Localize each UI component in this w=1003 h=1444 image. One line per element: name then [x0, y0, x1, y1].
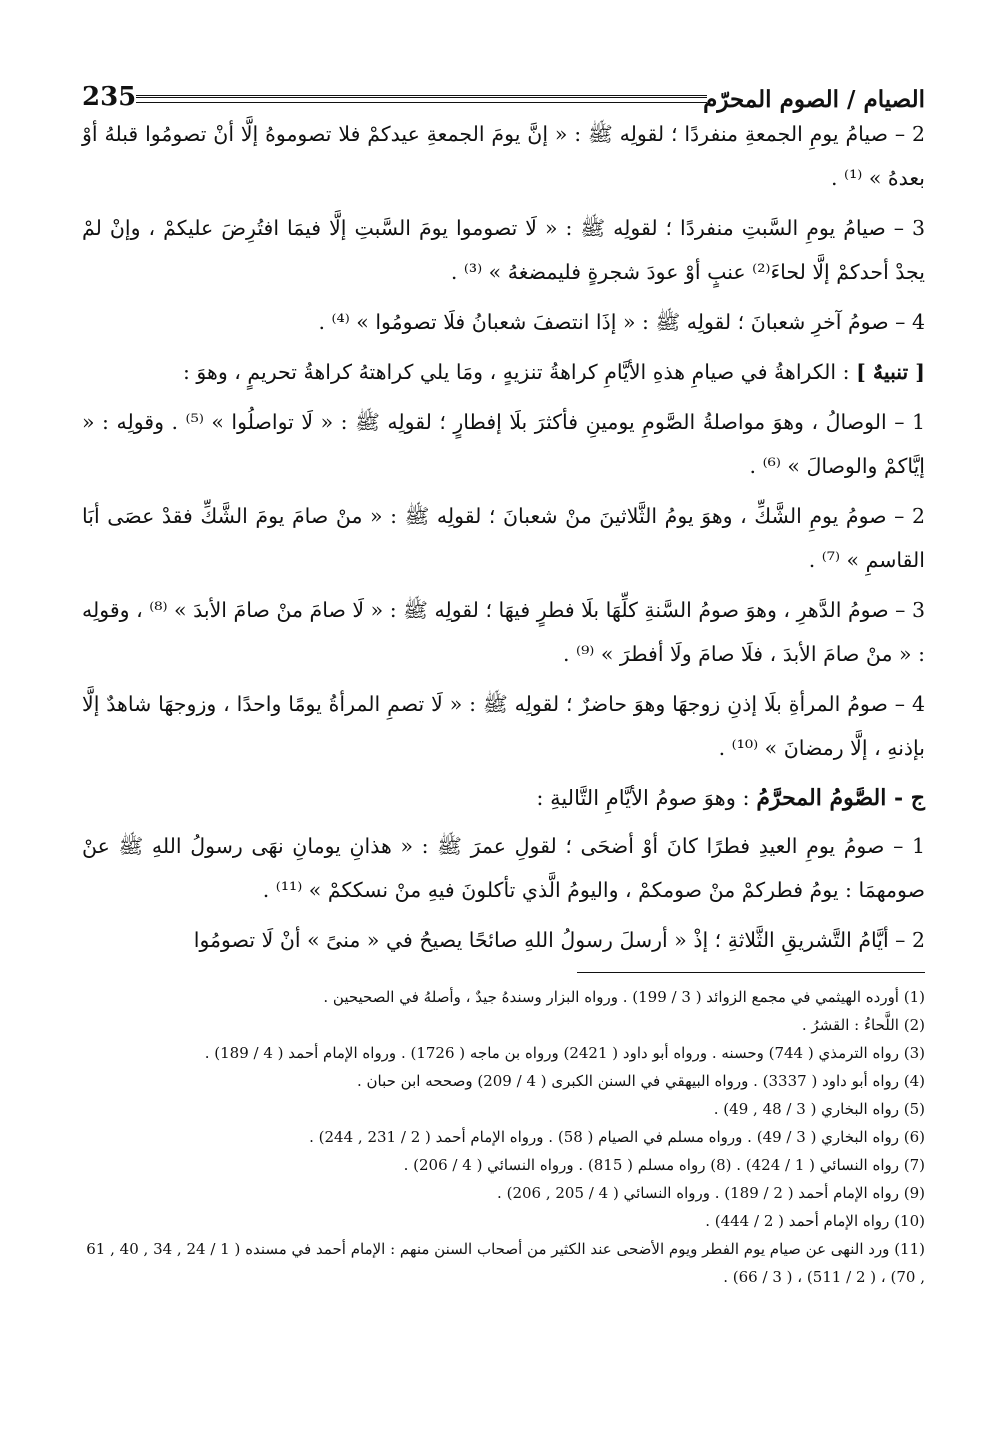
footnote: (6) رواه البخاري ( 3 / 49) . ورواه مسلم في الصيام ( 58) . ورواه الإمام أحمد ( 2 / 231 , 244) .: [309, 1128, 925, 1146]
paragraph: 2 – أيَّامُ التَّشريقِ الثَّلاثةِ ؛ إذْ « أرسلَ رسولُ اللهِ صائحًا يصيحُ في « منىً » أنْ لَا تصومُوا: [193, 928, 925, 952]
paragraph: 1 – صومُ يومِ العيدِ فطرًا كانَ أوْ أضحَى ؛ لقولِ عمرَ ﷺ : « هذانِ يومانِ نهَى رسولُ اللهِ ﷺ عنْ صومهمَا : يومُ فطركمْ منْ صومكمْ ، واليومُ الَّذي تأكلونَ فيهِ منْ نسككمْ » ⁽¹¹⁾ .: [82, 834, 925, 902]
paragraph: 3 – صومُ الدَّهرِ ، وهوَ صومُ السَّنةِ كلِّهَا بلَا فطرٍ فيهَا ؛ لقولِه ﷺ : « لَا صامَ منْ صامَ الأبدَ » ⁽⁸⁾ ، وقولِه : « منْ صامَ الأبدَ ، فلَا صامَ ولَا أفطرَ » ⁽⁹⁾ .: [82, 598, 926, 666]
paragraph: 1 – الوصالُ ، وهوَ مواصلةُ الصَّومِ يومينِ فأكثرَ بلَا إفطارٍ ؛ لقولِه ﷺ : « لَا تواصلُوا » ⁽⁵⁾ . وقولِه : « إيَّاكمْ والوصالَ » ⁽⁶⁾ .: [82, 410, 926, 478]
footnote: (4) رواه أبو داود ( 3337) . ورواه البيهقي في السنن الكبرى ( 4 / 209) وصححه ابن حبان .: [356, 1072, 925, 1090]
page-number: 235: [82, 82, 137, 112]
footnotes: [82, 983, 925, 1291]
note-paragraph: [82, 350, 925, 394]
footnote-separator: [577, 972, 925, 973]
paragraph: 2 – صومُ يومِ الشَّكِّ ، وهوَ يومُ الثَّلاثينَ منْ شعبانَ ؛ لقولِه ﷺ : « منْ صامَ يومَ الشَّكِّ فقدْ عصَى أبَا القاسمِ » ⁽⁷⁾ .: [82, 504, 925, 572]
footnote: (3) رواه الترمذي ( 744) وحسنه . ورواه أبو داود ( 2421) ورواه بن ماجه ( 1726) . ورواه الإمام أحمد ( 4 / 189) .: [204, 1044, 925, 1062]
page-header: [82, 78, 925, 112]
running-title: الصيام / الصوم المحرّم: [703, 86, 925, 113]
footnote: (5) رواه البخاري ( 3 / 48 , 49) .: [713, 1100, 925, 1118]
section-label: ج - الصَّومُ المحرَّمُ: [756, 785, 925, 811]
main-text: [82, 112, 925, 962]
note-text: : الكراهةُ في صيامِ هذهِ الأيَّامِ كراهةُ تنزيهٍ ، ومَا يلي كراهتهُ كراهةُ تحريمٍ ، وهوَ :: [183, 360, 850, 384]
footnote: (2) اللَّحاءُ : القشرُ .: [801, 1016, 925, 1034]
header-rule: [136, 95, 707, 103]
footnote: (1) أورده الهيثمي في مجمع الزوائد ( 3 / 199) . ورواه البزار وسندهُ جيدٌ ، وأصلهُ في الصحيحين .: [323, 988, 925, 1006]
section-heading: [82, 776, 925, 820]
paragraph: 4 – صومُ المرأةِ بلَا إذنِ زوجهَا وهوَ حاضرٌ ؛ لقولِه ﷺ : « لَا تصمِ المرأةُ يومًا واحدًا ، وزوجهَا شاهدٌ إلَّا بإذنهِ ، إلَّا رمضانَ » ⁽¹⁰⁾ .: [82, 692, 925, 760]
paragraph: 3 – صيامُ يومِ السَّبتِ منفردًا ؛ لقولِه ﷺ : « لَا تصوموا يومَ السَّبتِ إلَّا فيمَا افتُرِضَ عليكمْ ، وإنْ لمْ يجدْ أحدكمْ إلَّا لحاءَ⁽²⁾ عنبٍ أوْ عودَ شجرةٍ فليمضغهُ » ⁽³⁾ .: [82, 216, 925, 284]
note-label: [ تنبيهٌ ]: [856, 360, 925, 384]
section-text: : وهوَ صومُ الأيَّامِ التَّاليةِ :: [536, 786, 750, 810]
footnote: (10) رواه الإمام أحمد ( 2 / 444) .: [705, 1212, 925, 1230]
footnote: (9) رواه الإمام أحمد ( 2 / 189) . ورواه النسائي ( 4 / 205 , 206) .: [497, 1184, 925, 1202]
paragraph: 4 – صومُ آخرِ شعبانَ ؛ لقولِه ﷺ : « إذَا انتصفَ شعبانُ فلَا تصومُوا » ⁽⁴⁾ .: [318, 310, 925, 334]
paragraph: 2 – صيامُ يومِ الجمعةِ منفردًا ؛ لقولِه ﷺ : « إنَّ يومَ الجمعةِ عيدكمْ فلا تصوموهُ إلَّا أنْ تصومُوا قبلهُ أوْ بعدهُ » ⁽¹⁾ .: [82, 122, 925, 190]
footnote: (11) ورد النهى عن صيام يوم الفطر ويوم الأضحى عند الكثير من أصحاب السنن منهم : الإمام أحمد في مسنده ( 1 / 24 , 34 , 40 , 61 , 70) ، ( 2 / 511) ، ( 3 / 66) .: [86, 1240, 925, 1286]
footnote: (7) رواه النسائي ( 1 / 424) . (8) رواه مسلم ( 815) . ورواه النسائي ( 4 / 206) .: [403, 1156, 925, 1174]
